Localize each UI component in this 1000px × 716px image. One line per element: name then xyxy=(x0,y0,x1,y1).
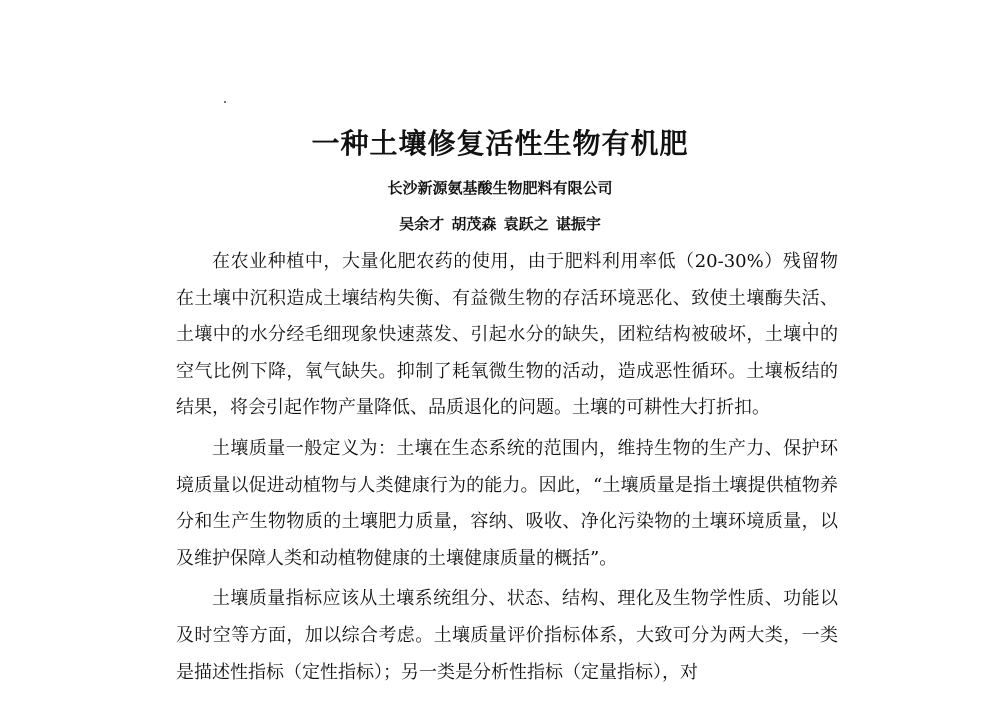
paragraph: 土壤质量指标应该从土壤系统组分、状态、结构、理化及生物学性质、功能以及时空等方面，加以综合考虑。土壤质量评价指标体系，大致可分为两大类，一类是描述性指标（定性指标）；另一类是分析性指标（定量指标），对 xyxy=(176,588,838,683)
paper-title: 一种土壤修复活性生物有机肥 xyxy=(311,127,689,160)
author-list: 吴余才 胡茂森 袁跃之 谌振宇 xyxy=(399,215,601,233)
paragraph: 在农业种植中，大量化肥农药的使用，由于肥料利用率低（20-30%）残留物在土壤中沉积造成土壤结构失衡、有益微生物的存活环境恶化、致使土壤酶失活、土壤中的水分经毛细现象快速蒸发、引起水分的缺失，团粒结构被破坏，土壤中的空气比例下降，氧气缺失。抑制了耗氧微生物的活动，造成恶性循环。土壤板结的结果，将会引起作物产量降低、品质退化的问题。土壤的可耕性大打折扣。 xyxy=(176,251,838,419)
scan-speck xyxy=(224,101,226,103)
body-text xyxy=(176,244,838,695)
organization-name: 长沙新源氨基酸生物肥料有限公司 xyxy=(387,179,613,197)
paragraph: 土壤质量一般定义为：土壤在生态系统的范围内，维持生物的生产力、保护环境质量以促进动植物与人类健康行为的能力。因此，“土壤质量是指土壤提供植物养分和生产生物物质的土壤肥力质量，容纳、吸收、净化污染物的土壤环境质量，以及维护保障人类和动植物健康的土壤健康质量的概括”。 xyxy=(176,437,838,569)
